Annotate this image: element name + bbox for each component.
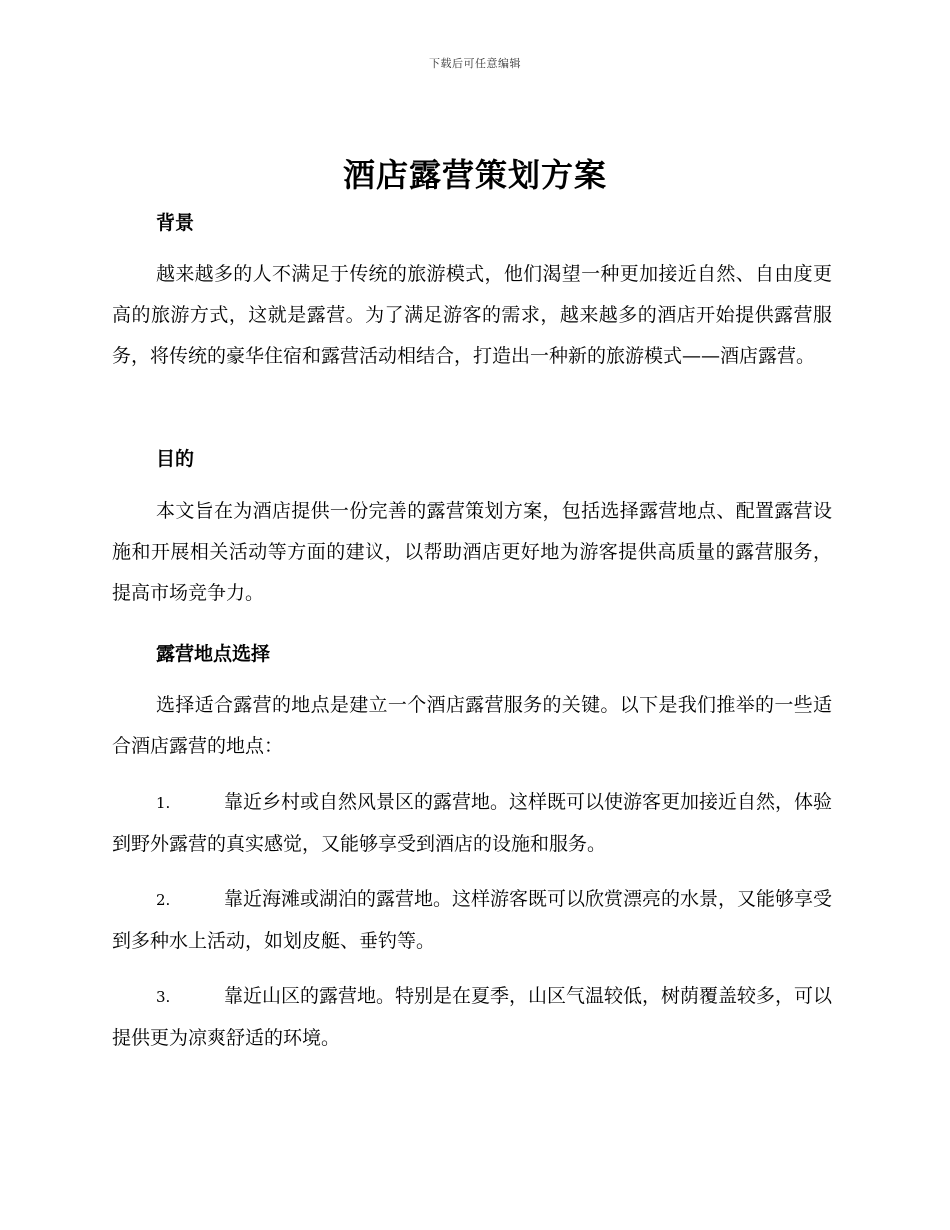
section-paragraph-purpose: 本文旨在为酒店提供一份完善的露营策划方案，包括选择露营地点、配置露营设施和开展相关活动等方面的建议，以帮助酒店更好地为游客提供高质量的露营服务，提高市场竞争力。	[112, 500, 832, 604]
section-heading-site-selection: 露营地点选择	[156, 643, 271, 665]
list-item	[112, 976, 832, 1059]
list-item-text: 靠近山区的露营地。特别是在夏季，山区气温较低，树荫覆盖较多，可以提供更为凉爽舒适的环境。	[112, 985, 833, 1049]
header-note: 下载后可任意编辑	[429, 57, 521, 70]
section-paragraph-site-selection: 选择适合露营的地点是建立一个酒店露营服务的关键。以下是我们推举的一些适合酒店露营的地点：	[112, 694, 832, 757]
page-title: 酒店露营策划方案	[342, 156, 607, 194]
list-item	[112, 782, 832, 865]
list-item-number: 3.	[156, 988, 171, 1006]
list-item-text: 靠近乡村或自然风景区的露营地。这样既可以使游客更加接近自然，体验到野外露营的真实感觉，又能够享受到酒店的设施和服务。	[112, 791, 833, 855]
list-item-text: 靠近海滩或湖泊的露营地。这样游客既可以欣赏漂亮的水景，又能够享受到多种水上活动，如划皮艇、垂钓等。	[112, 888, 833, 952]
list-item	[112, 879, 832, 962]
section-heading-purpose: 目的	[156, 448, 195, 470]
section-heading-background: 背景	[156, 212, 195, 234]
section-paragraph-background: 越来越多的人不满足于传统的旅游模式，他们渴望一种更加接近自然、自由度更高的旅游方式，这就是露营。为了满足游客的需求，越来越多的酒店开始提供露营服务，将传统的豪华住宿和露营活动相结合，打造出一种新的旅游模式——酒店露营。	[112, 263, 832, 367]
list-item-number: 2.	[156, 891, 171, 909]
list-item-number: 1.	[156, 794, 171, 812]
